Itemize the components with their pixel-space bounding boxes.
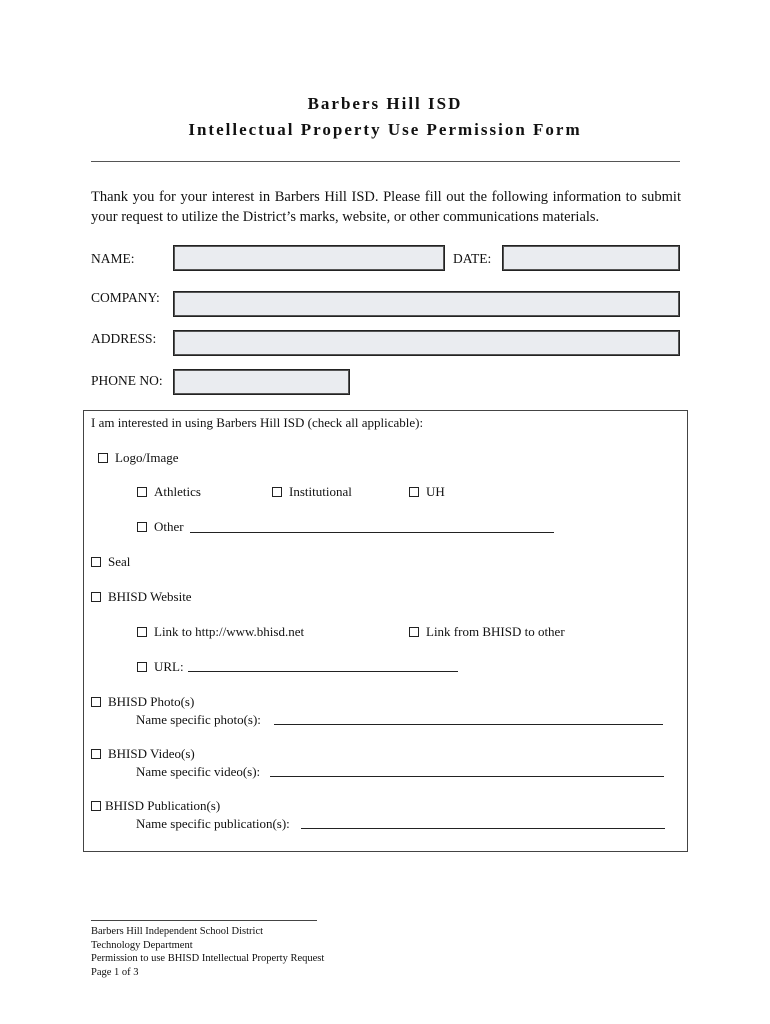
url-option[interactable]: [137, 659, 184, 675]
footer: [91, 925, 324, 979]
checkbox-videos[interactable]: [91, 749, 101, 759]
name-field[interactable]: [173, 245, 445, 271]
publications-option[interactable]: [91, 798, 220, 814]
seal-option[interactable]: [91, 554, 130, 570]
footer-district: Barbers Hill Independent School District: [91, 926, 264, 937]
form-title: Intellectual Property Use Permission Form: [188, 120, 582, 139]
checkbox-publications[interactable]: [91, 801, 101, 811]
publications-specific-line[interactable]: [301, 828, 665, 829]
footer-department: Technology Department: [91, 939, 193, 951]
photos-label: BHISD Photo(s): [108, 694, 195, 709]
other-label: Other: [154, 519, 184, 534]
footer-page-number: Page 1 of 3: [91, 966, 139, 978]
name-label: NAME:: [91, 251, 135, 266]
website-option[interactable]: [91, 589, 192, 605]
checkbox-uh[interactable]: [409, 487, 419, 497]
uh-label: UH: [426, 484, 445, 499]
other-option[interactable]: [137, 519, 184, 535]
panel-heading: I am interested in using Barbers Hill ISD (check all applicable):: [91, 415, 424, 430]
company-label: COMPANY:: [91, 290, 160, 305]
videos-option[interactable]: [91, 746, 195, 762]
institutional-label: Institutional: [289, 484, 352, 499]
phone-label: PHONE NO:: [91, 373, 163, 388]
uh-option[interactable]: [409, 484, 445, 500]
logo-image-option[interactable]: [98, 450, 179, 466]
photos-specific-label: Name specific photo(s):: [136, 712, 261, 727]
intro-paragraph: Thank you for your interest in Barbers Hill ISD. Please fill out the following information to submit your request to utilize the District’s marks, website, or other communications materials.: [91, 189, 681, 225]
seal-label: Seal: [108, 554, 131, 569]
checkbox-other[interactable]: [137, 522, 147, 532]
company-field[interactable]: [173, 291, 680, 317]
checkbox-link-to[interactable]: [137, 627, 147, 637]
footer-divider: [91, 920, 317, 921]
publications-specific-label: Name specific publication(s):: [136, 816, 290, 831]
logo-image-label: Logo/Image: [115, 450, 179, 465]
address-label: ADDRESS:: [91, 331, 157, 346]
website-label: BHISD Website: [108, 589, 192, 604]
checkbox-seal[interactable]: [91, 557, 101, 567]
checkbox-institutional[interactable]: [272, 487, 282, 497]
checkbox-website[interactable]: [91, 592, 101, 602]
publications-label: BHISD Publication(s): [105, 798, 221, 813]
address-field[interactable]: [173, 330, 680, 356]
photos-option[interactable]: [91, 694, 194, 710]
athletics-option[interactable]: [137, 484, 201, 500]
checkbox-photos[interactable]: [91, 697, 101, 707]
checkbox-link-from[interactable]: [409, 627, 419, 637]
athletics-label: Athletics: [154, 484, 201, 499]
header-divider: [91, 161, 680, 162]
footer-document-title: Permission to use BHISD Intellectual Property Request: [91, 953, 325, 964]
other-line[interactable]: [190, 532, 554, 533]
link-from-label: Link from BHISD to other: [426, 624, 565, 639]
videos-specific-line[interactable]: [270, 776, 664, 777]
videos-label: BHISD Video(s): [108, 746, 195, 761]
date-field[interactable]: [502, 245, 680, 271]
checkbox-athletics[interactable]: [137, 487, 147, 497]
link-to-label: Link to http://www.bhisd.net: [154, 624, 305, 639]
checkbox-logo-image[interactable]: [98, 453, 108, 463]
date-label: DATE:: [453, 251, 492, 266]
institutional-option[interactable]: [272, 484, 352, 500]
link-from-option[interactable]: [409, 624, 565, 640]
url-line[interactable]: [188, 671, 458, 672]
checkbox-url[interactable]: [137, 662, 147, 672]
form-title-district: Barbers Hill ISD: [307, 94, 463, 113]
link-to-option[interactable]: [137, 624, 304, 640]
photos-specific-line[interactable]: [274, 724, 663, 725]
videos-specific-label: Name specific video(s):: [136, 764, 261, 779]
phone-field[interactable]: [173, 369, 350, 395]
url-label: URL:: [154, 659, 184, 674]
